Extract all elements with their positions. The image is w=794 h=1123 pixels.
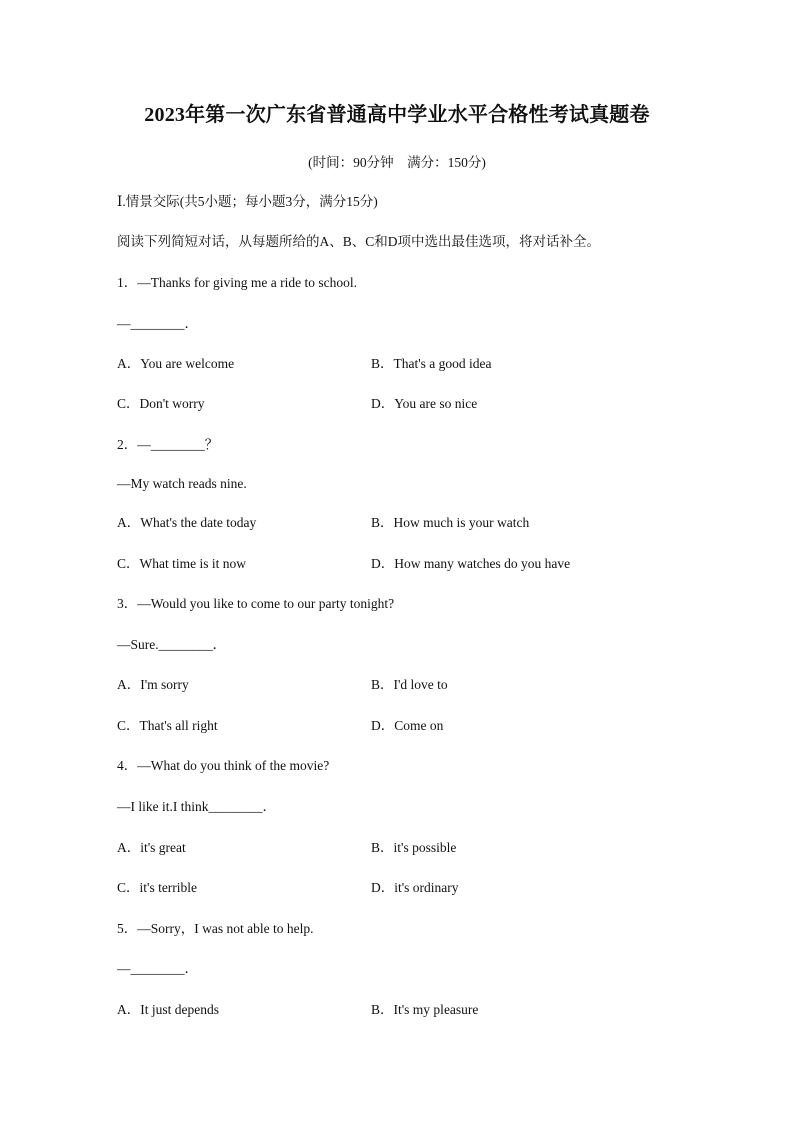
question-1-option-a: A．You are welcome [117, 356, 235, 371]
question-5-prompt: 5．—Sorry，I was not able to help. [117, 921, 314, 936]
section-instruction: 阅读下列简短对话，从每题所给的A、B、C和D项中选出最佳选项，将对话补全。 [117, 234, 601, 249]
question-2-option-a: A．What's the date today [117, 515, 257, 530]
question-3-response: —Sure.________． [117, 637, 227, 652]
question-5-option-b: B．It's my pleasure [371, 1002, 479, 1017]
question-1-option-b: B．That's a good idea [371, 356, 492, 371]
question-4-option-d: D．it's ordinary [371, 880, 459, 895]
question-2-option-d: D．How many watches do you have [371, 556, 571, 571]
question-3-prompt: 3．—Would you like to come to our party tonight? [117, 596, 395, 611]
question-2-response: —My watch reads nine. [117, 476, 247, 491]
question-5-response: —________． [117, 961, 198, 976]
question-2-prompt: 2．—________？ [117, 437, 219, 452]
question-4-option-b: B．it's possible [371, 840, 457, 855]
question-4-option-a: A．it's great [117, 840, 186, 855]
question-1-option-d: D．You are so nice [371, 396, 478, 411]
page-title: 2023年第一次广东省普通高中学业水平合格性考试真题卷 [144, 104, 650, 126]
question-4-option-c: C．it's terrible [117, 880, 198, 895]
question-2-option-c: C．What time is it now [117, 556, 246, 571]
question-4-response: —I like it.I think________． [117, 799, 276, 814]
question-4-prompt: 4．—What do you think of the movie? [117, 758, 330, 773]
question-1-prompt: 1．—Thanks for giving me a ride to school. [117, 275, 357, 290]
question-3-option-a: A．I'm sorry [117, 677, 189, 692]
question-3-option-d: D．Come on [371, 718, 444, 733]
exam-time-score: (时间：90分钟 满分：150分) [308, 155, 486, 170]
question-5-option-a: A．It just depends [117, 1002, 219, 1017]
question-1-option-c: C．Don't worry [117, 396, 205, 411]
section-heading: Ⅰ.情景交际(共5小题；每小题3分，满分15分) [117, 194, 378, 209]
question-2-option-b: B．How much is your watch [371, 515, 530, 530]
question-3-option-c: C．That's all right [117, 718, 218, 733]
question-1-response: —________． [117, 316, 198, 331]
question-3-option-b: B．I'd love to [371, 677, 448, 692]
